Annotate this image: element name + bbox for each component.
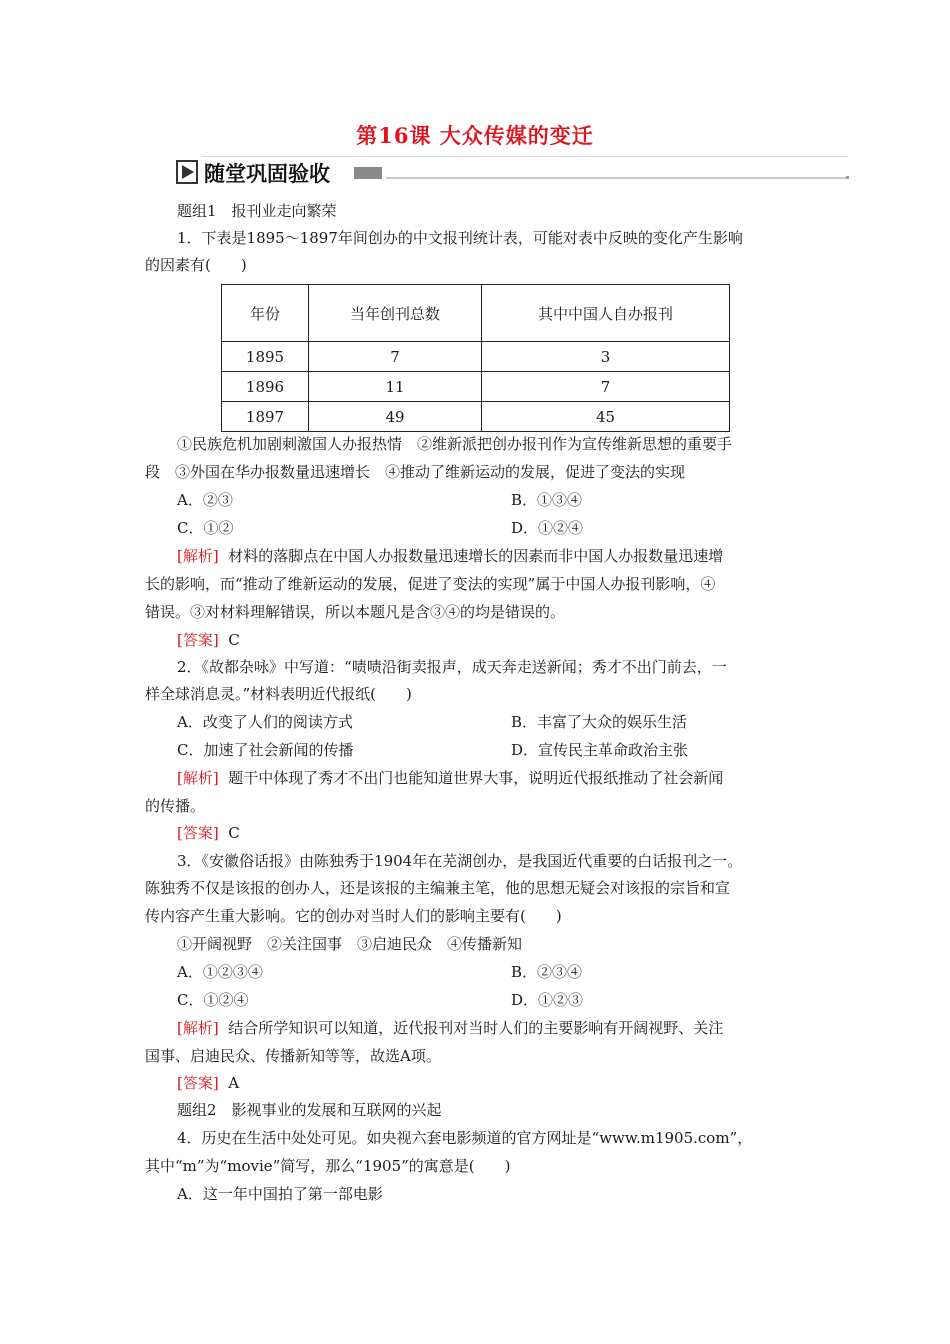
lesson-title: 第16课 大众传媒的变迁	[356, 123, 594, 148]
q2-stem-line-1: 2．《故都杂咏》中写道：“啧啧沿街卖报声，成天奔走送新闻；秀才不出门前去，一	[177, 658, 727, 676]
banner-top-rule	[202, 156, 848, 157]
table-cell: 45	[482, 402, 730, 432]
analysis-tag: [解析]	[177, 1019, 219, 1037]
q1-option-d: D．①②④	[511, 519, 584, 537]
analysis-text: 材料的落脚点在中国人办报数量迅速增长的因素而非中国人办报数量迅速增	[228, 547, 724, 565]
q3-answer	[177, 1072, 239, 1094]
q1-analysis-line-1	[177, 545, 723, 567]
q1-items-line-2: 段 ③外国在华办报数量迅速增长 ④推动了维新运动的发展，促进了变法的实现	[145, 463, 686, 481]
answer-value: C	[228, 631, 240, 649]
table-cell: 1897	[222, 402, 309, 432]
q1-items-line-1: ①民族危机加剧刺激国人办报热情 ②维新派把创办报刊作为宣传维新思想的重要手	[177, 435, 733, 453]
q3-stem-line-3: 传内容产生重大影响。它的创办对当时人们的影响主要有( )	[145, 907, 562, 925]
q3-stem-line-2: 陈独秀不仅是该报的创办人，还是该报的主编兼主笔，他的思想无疑会对该报的宗旨和宣	[145, 879, 731, 897]
q1-answer	[177, 629, 240, 651]
q2-option-c: C．加速了社会新闻的传播	[177, 741, 354, 759]
q3-analysis-line-2: 国事、启迪民众、传播新知等等，故选A项。	[145, 1047, 441, 1065]
table-row	[222, 402, 730, 432]
q3-option-d: D．①②③	[511, 991, 584, 1009]
table-cell: 7	[309, 342, 482, 372]
answer-value: C	[228, 824, 240, 842]
q2-option-b: B．丰富了大众的娱乐生活	[511, 713, 688, 731]
q1-option-a: A．②③	[177, 491, 233, 509]
banner-rule	[386, 177, 846, 179]
section-title: 随堂巩固验收	[204, 162, 330, 186]
answer-value: A	[228, 1074, 240, 1092]
q3-analysis-line-1	[177, 1017, 723, 1039]
q2-answer	[177, 822, 240, 844]
analysis-text: 题干中体现了秀才不出门也能知道世界大事，说明近代报纸推动了社会新闻	[228, 769, 724, 787]
q3-option-c: C．①②④	[177, 991, 249, 1009]
table-cell: 3	[482, 342, 730, 372]
table-cell: 49	[309, 402, 482, 432]
analysis-text: 结合所学知识可以知道，近代报刊对当时人们的主要影响有开阔视野、关注	[228, 1019, 724, 1037]
banner-bar	[354, 167, 382, 179]
group-1-heading: 题组1 报刊业走向繁荣	[177, 202, 337, 220]
table-cell: 1896	[222, 372, 309, 402]
q2-stem-line-2: 样全球消息灵。”材料表明近代报纸( )	[145, 685, 412, 703]
q1-analysis-line-3: 错误。③对材料理解错误，所以本题凡是含③④的均是错误的。	[145, 603, 566, 621]
q2-option-d: D．宣传民主革命政治主张	[511, 741, 689, 759]
table-header-cell: 年份	[222, 285, 309, 342]
table-header-row	[222, 285, 730, 342]
table-header-cell: 其中中国人自办报刊	[482, 285, 730, 342]
q3-option-b: B．②③④	[511, 963, 583, 981]
newspaper-stats-table	[221, 284, 730, 432]
q4-stem-line-1: 4．历史在生活中处处可见。如央视六套电影频道的官方网址是“www.m1905.com”，	[177, 1129, 753, 1147]
table-header-cell: 当年创刊总数	[309, 285, 482, 342]
q4-option-a: A．这一年中国拍了第一部电影	[177, 1185, 383, 1203]
answer-tag: [答案]	[177, 631, 219, 649]
table-cell: 7	[482, 372, 730, 402]
q1-stem-line-1: 1．下表是1895～1897年间创办的中文报刊统计表，可能对表中反映的变化产生影响	[177, 229, 743, 247]
q1-option-c: C．①②	[177, 519, 234, 537]
q4-stem-line-2: 其中“m”为“movie”简写，那么“1905”的寓意是( )	[145, 1157, 511, 1175]
play-arrow-icon	[176, 160, 198, 184]
group-2-heading: 题组2 影视事业的发展和互联网的兴起	[177, 1101, 442, 1119]
q2-analysis-line-2: 的传播。	[145, 797, 206, 815]
q1-option-b: B．①③④	[511, 491, 583, 509]
table-row	[222, 342, 730, 372]
section-banner	[172, 156, 852, 188]
q3-option-a: A．①②③④	[177, 963, 263, 981]
answer-tag: [答案]	[177, 824, 219, 842]
q1-analysis-line-2: 长的影响，而“推动了维新运动的发展，促进了变法的实现”属于中国人办报刊影响，④	[145, 575, 716, 593]
q1-stem-line-2: 的因素有( )	[145, 256, 247, 274]
banner-dot	[846, 176, 849, 179]
analysis-tag: [解析]	[177, 769, 219, 787]
q2-option-a: A．改变了人们的阅读方式	[177, 713, 353, 731]
answer-tag: [答案]	[177, 1074, 219, 1092]
table-row	[222, 372, 730, 402]
q3-stem-line-1: 3．《安徽俗话报》由陈独秀于1904年在芜湖创办，是我国近代重要的白话报刊之一。	[177, 852, 743, 870]
q3-items: ①开阔视野 ②关注国事 ③启迪民众 ④传播新知	[177, 935, 523, 953]
table-cell: 11	[309, 372, 482, 402]
table-cell: 1895	[222, 342, 309, 372]
q2-analysis-line-1	[177, 767, 723, 789]
analysis-tag: [解析]	[177, 547, 219, 565]
